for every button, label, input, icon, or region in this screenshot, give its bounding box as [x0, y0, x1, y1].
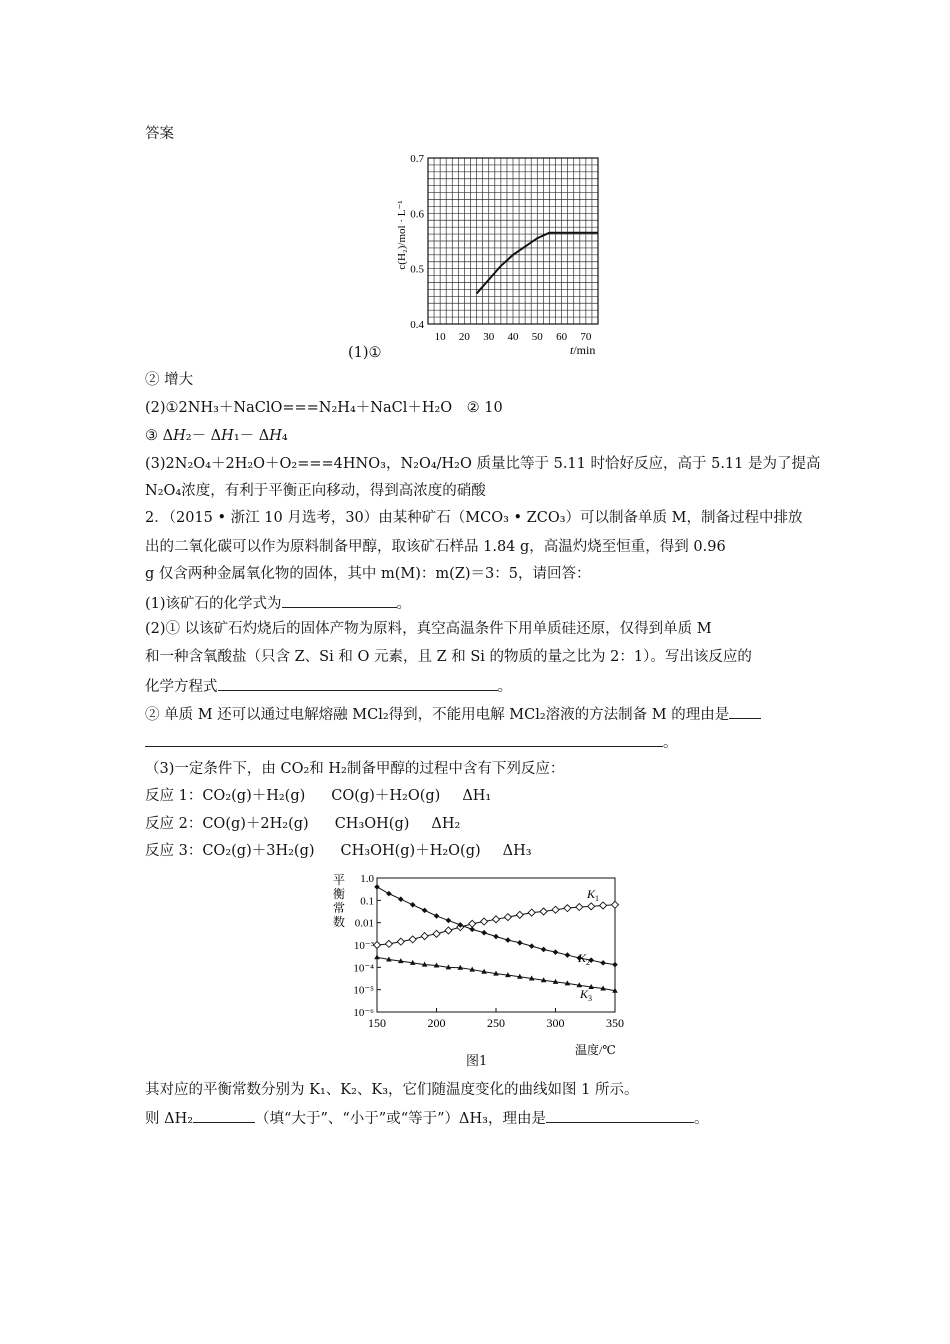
chart2-series	[374, 884, 619, 993]
l14-text: ② 单质 M 还可以通过电解熔融 MCl₂得到，不能用电解 MCl₂溶液的方法制备 M 的理由是	[145, 707, 730, 723]
point-k2	[410, 902, 416, 908]
line-10	[145, 592, 411, 614]
point-k1	[516, 911, 523, 918]
l4c: ₂－ Δ	[185, 428, 222, 444]
r3a: 反应 3：CO₂(g)＋3H₂(g)	[145, 843, 315, 859]
chart2-ytick-label: 10⁻³	[353, 940, 374, 952]
answer-blank-2[interactable]	[218, 675, 498, 691]
point-k2	[422, 908, 428, 914]
answer-label: 答案	[145, 126, 174, 142]
line-15	[145, 731, 678, 753]
line-7: 2．（2015 • 浙江 10 月选考，30）由某种矿石（MCO₃ • ZCO₃）可以制备单质 M，制备过程中排放	[145, 510, 803, 526]
line-9: g 仅含两种金属氧化物的固体，其中 m(M)：m(Z)＝3：5，请回答：	[145, 566, 591, 582]
point-k2	[469, 927, 475, 933]
answer-blank-3b[interactable]	[145, 731, 663, 747]
l10-text: (1)该矿石的化学式为	[145, 596, 282, 612]
l4f: H	[269, 428, 282, 444]
answer-blank-4[interactable]	[193, 1107, 255, 1123]
point-k1	[612, 901, 619, 908]
point-k2	[481, 930, 487, 936]
l4b: H	[173, 428, 186, 444]
chart1-grid	[428, 158, 598, 324]
l10-end: 。	[396, 596, 412, 612]
chart2-ytick-label: 1.0	[360, 873, 374, 885]
point-k1	[552, 906, 559, 913]
line-2: ② 增大	[145, 372, 194, 388]
point-k2	[541, 947, 547, 953]
point-k1	[540, 908, 547, 915]
chart1-xtick-label: 20	[458, 331, 470, 343]
l21b: （填“大于”、“小于”或“等于”）ΔH₃，理由是	[255, 1111, 546, 1127]
point-k3	[374, 954, 380, 959]
point-k1	[397, 938, 404, 945]
r1c: ΔH₁	[462, 788, 492, 804]
point-k1	[493, 916, 500, 923]
point-k2	[565, 952, 571, 958]
chart2-xlabel: 温度/℃	[575, 1043, 616, 1057]
point-k1	[409, 936, 416, 943]
reaction-1	[145, 786, 491, 806]
chart2-ylabel-char-1: 衡	[332, 887, 346, 901]
point-k1	[374, 942, 381, 949]
chart2-caption: 图1	[466, 1054, 488, 1069]
chart1-xtick-label: 40	[507, 331, 519, 343]
answer-blank-3a[interactable]	[729, 703, 761, 719]
point-k2	[446, 918, 452, 924]
point-k1	[445, 927, 452, 934]
point-k2	[374, 884, 380, 890]
chart2-xtick-label: 200	[427, 1016, 446, 1030]
line-5: (3)2N₂O₄＋2H₂O＋O₂===4HNO₃，N₂O₄/H₂O 质量比等于 5.11 时恰好反应，高于 5.11 是为了提高	[145, 456, 821, 472]
line-11: (2)① 以该矿石灼烧后的固体产物为原料，真空高温条件下用单质硅还原，仅得到单质 M	[145, 621, 712, 637]
r2c: ΔH₂	[431, 816, 461, 832]
chart2-ylabel-char-0: 平	[332, 873, 346, 887]
r2b: CH₃OH(g)	[334, 816, 410, 832]
l4d: H	[221, 428, 234, 444]
chart2-ylabel-char-2: 常	[332, 901, 346, 915]
l4a: ③ Δ	[145, 428, 174, 444]
point-k1	[588, 903, 595, 910]
point-k1	[469, 920, 476, 927]
point-k2	[434, 913, 440, 919]
point-k1	[504, 914, 511, 921]
r3b: CH₃OH(g)＋H₂O(g)	[340, 843, 481, 859]
point-k1	[528, 909, 535, 916]
line-14	[145, 703, 761, 725]
point-k1	[385, 940, 392, 947]
point-k1	[421, 933, 428, 940]
line-8: 出的二氧化碳可以作为原料制备甲醇，取该矿石样品 1.84 g，高温灼烧至恒重，得到 0.96	[145, 539, 726, 555]
line-13	[145, 675, 512, 697]
l21c: 。	[693, 1111, 709, 1127]
l21a: 则 ΔH₂	[145, 1111, 194, 1127]
answer-blank-5[interactable]	[546, 1107, 694, 1123]
line-21	[145, 1107, 708, 1129]
line-6: N₂O₄浓度，有利于平衡正向移动，得到高浓度的硝酸	[145, 483, 486, 499]
chart1-ylabel: c(H₂)/mol · L⁻¹	[396, 200, 408, 270]
r2a: 反应 2：CO(g)＋2H₂(g)	[145, 816, 309, 832]
chart1-caption: (1)①	[348, 345, 382, 361]
chart2-ytick-label: 0.01	[354, 917, 374, 930]
chart2-ytick-label: 10⁻⁵	[353, 984, 374, 997]
l4e: ₁－ Δ	[233, 428, 270, 444]
series-label-k1: $K_1$	[587, 887, 600, 903]
chart2-ytick-label: 0.1	[360, 895, 374, 908]
l13-text: 化学方程式	[145, 679, 218, 695]
point-k1	[481, 918, 488, 925]
point-k1	[433, 930, 440, 937]
equilibrium-constant-chart	[325, 868, 630, 1073]
series-label-k3: $K_3$	[580, 987, 593, 1003]
chart2-xtick-label: 350	[606, 1016, 624, 1030]
chart1-xlabel-t: t	[570, 343, 574, 357]
chart2-ytick-label: 10⁻⁶	[353, 1007, 374, 1019]
l15-end: 。	[663, 735, 678, 751]
chart1-xtick-label: 50	[531, 331, 543, 343]
reaction-3	[145, 841, 532, 861]
point-k2	[600, 960, 606, 966]
chart2-xtick-label: 150	[368, 1016, 386, 1030]
l4g: ₄	[281, 428, 288, 444]
chart2-ylabel-char-3: 数	[332, 915, 346, 929]
line-20: 其对应的平衡常数分别为 K₁、K₂、K₃，它们随温度变化的曲线如图 1 所示。	[145, 1082, 639, 1098]
line-3: (2)①2NH₃＋NaClO===N₂H₄＋NaCl＋H₂O ② 10	[145, 400, 503, 416]
chart1-xlabel-unit: /min	[573, 343, 596, 357]
point-k2	[386, 891, 392, 897]
chart1-xtick-label: 70	[580, 331, 592, 343]
chart2-ytick-label: 10⁻⁴	[353, 962, 374, 975]
chart1-ytick-label: 0.4	[410, 319, 424, 331]
series-label-k2: $K_2$	[578, 951, 591, 967]
point-k1	[576, 904, 583, 911]
reaction-2	[145, 814, 460, 834]
chart1-xtick-label: 10	[434, 331, 446, 343]
chart1-ytick-label: 0.6	[410, 208, 424, 221]
h2-concentration-chart	[370, 150, 620, 365]
chart1-ytick-label: 0.7	[410, 153, 424, 165]
point-k2	[493, 934, 499, 940]
line-16: （3)一定条件下，由 CO₂和 H₂制备甲醇的过程中含有下列反应：	[145, 761, 565, 777]
chart2-xtick-label: 250	[487, 1016, 505, 1030]
chart1-xlabel	[570, 343, 595, 357]
r3c: ΔH₃	[502, 843, 532, 859]
line-4	[145, 426, 288, 446]
point-k2	[529, 943, 535, 949]
point-k2	[517, 940, 523, 946]
r1b: CO(g)＋H₂O(g)	[331, 788, 441, 804]
point-k2	[553, 949, 559, 955]
point-k2	[612, 962, 618, 968]
point-k2	[505, 937, 511, 943]
point-k2	[398, 896, 404, 902]
line-12: 和一种含氧酸盐（只含 Z、Si 和 O 元素，且 Z 和 Si 的物质的量之比为 2：1）。写出该反应的	[145, 649, 752, 665]
chart1-xtick-label: 60	[556, 331, 568, 343]
point-k1	[564, 905, 571, 912]
answer-blank-1[interactable]	[282, 592, 397, 608]
r1a: 反应 1：CO₂(g)＋H₂(g)	[145, 788, 306, 804]
chart2-xtick-label: 300	[546, 1016, 565, 1030]
chart1-ytick-label: 0.5	[410, 263, 424, 276]
l13-end: 。	[497, 679, 512, 695]
point-k1	[600, 902, 607, 909]
chart1-xtick-label: 30	[483, 331, 495, 343]
